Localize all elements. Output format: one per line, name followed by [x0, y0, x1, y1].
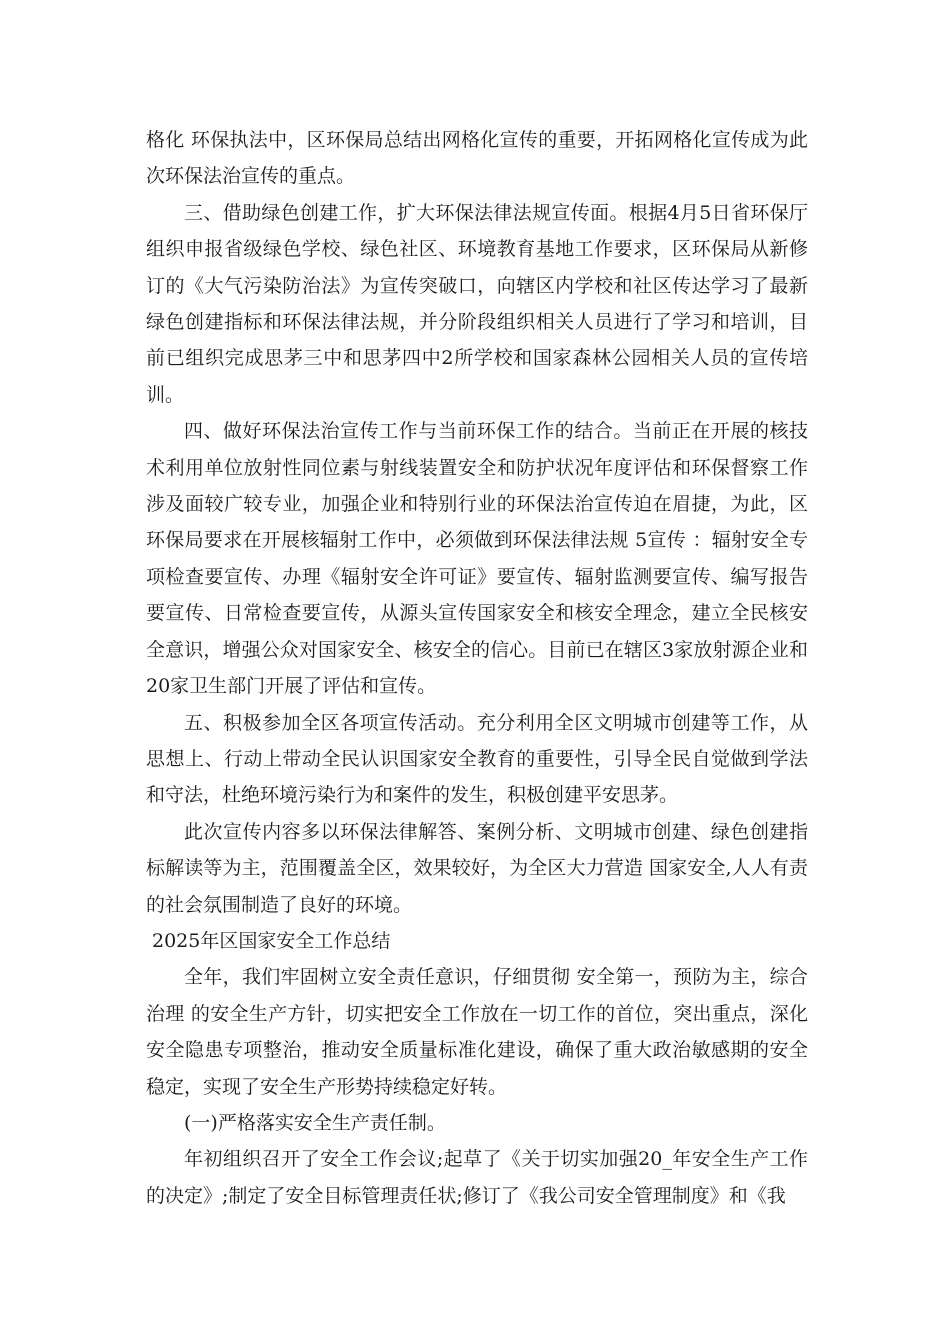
paragraph-subheading-one: (一)严格落实安全生产责任制。: [184, 1111, 446, 1134]
paragraph-meeting: 年初组织召开了安全工作会议;起草了《关于切实加强20_年安全生产工作的决定》;制定了安全目标管理责任状;修订了《我公司安全管理制度》和《我: [146, 1148, 808, 1207]
paragraph-continued: 格化 环保执法中，区环保局总结出网格化宣传的重要，开拓网格化宣传成为此次环保法治宣传的重点。: [146, 129, 808, 188]
document-body: [146, 122, 808, 1214]
paragraph-section-three: 三、借助绿色创建工作，扩大环保法律法规宣传面。根据4月5日省环保厅组织申报省级绿色学校、绿色社区、环境教育基地工作要求，区环保局从新修订的《大气污染防治法》为宣传突破口，向辖区内学校和社区传达学习了最新绿色创建指标和环保法律法规，并分阶段组织相关人员进行了学习和培训，目前已组织完成思茅三中和思茅四中2所学校和国家森林公园相关人员的宣传培训。: [146, 201, 808, 406]
paragraph-section-five: 五、积极参加全区各项宣传活动。充分利用全区文明城市创建等工作，从思想上、行动上带动全民认识国家安全教育的重要性，引导全民自觉做到学法和守法，杜绝环境污染行为和案件的发生，积极创建平安思茅。: [146, 711, 808, 807]
paragraph-section-four: 四、做好环保法治宣传工作与当前环保工作的结合。当前正在开展的核技术利用单位放射性同位素与射线装置安全和防护状况年度评估和环保督察工作涉及面较广较专业，加强企业和特别行业的环保法治宣传迫在眉捷，为此，区环保局要求在开展核辐射工作中，必须做到环保法律法规 5宣传 ：辐射安全专项检查要宣传、办理《辐射安全许可证》要宣传、辐射监测要宣传、编写报告要宣传、日常检查要宣传，从源头宣传国家安全和核安全理念，建立全民核安全意识，增强公众对国家安全、核安全的信心。目前已在辖区3家放射源企业和20家卫生部门开展了评估和宣传。: [146, 420, 808, 698]
section-heading: 2025年区国家安全工作总结: [152, 929, 391, 952]
paragraph-annual-overview: 全年，我们牢固树立安全责任意识，仔细贯彻 安全第一，预防为主，综合治理 的安全生产方针，切实把安全工作放在一切工作的首位，突出重点，深化安全隐患专项整治，推动安全质量标准化建设，确保了重大政治敏感期的安全稳定，实现了安全生产形势持续稳定好转。: [146, 966, 808, 1098]
paragraph-summary: 此次宣传内容多以环保法律解答、案例分析、文明城市创建、绿色创建指标解读等为主，范围覆盖全区，效果较好，为全区大力营造 国家安全,人人有责 的社会氛围制造了良好的环境。: [146, 820, 808, 916]
